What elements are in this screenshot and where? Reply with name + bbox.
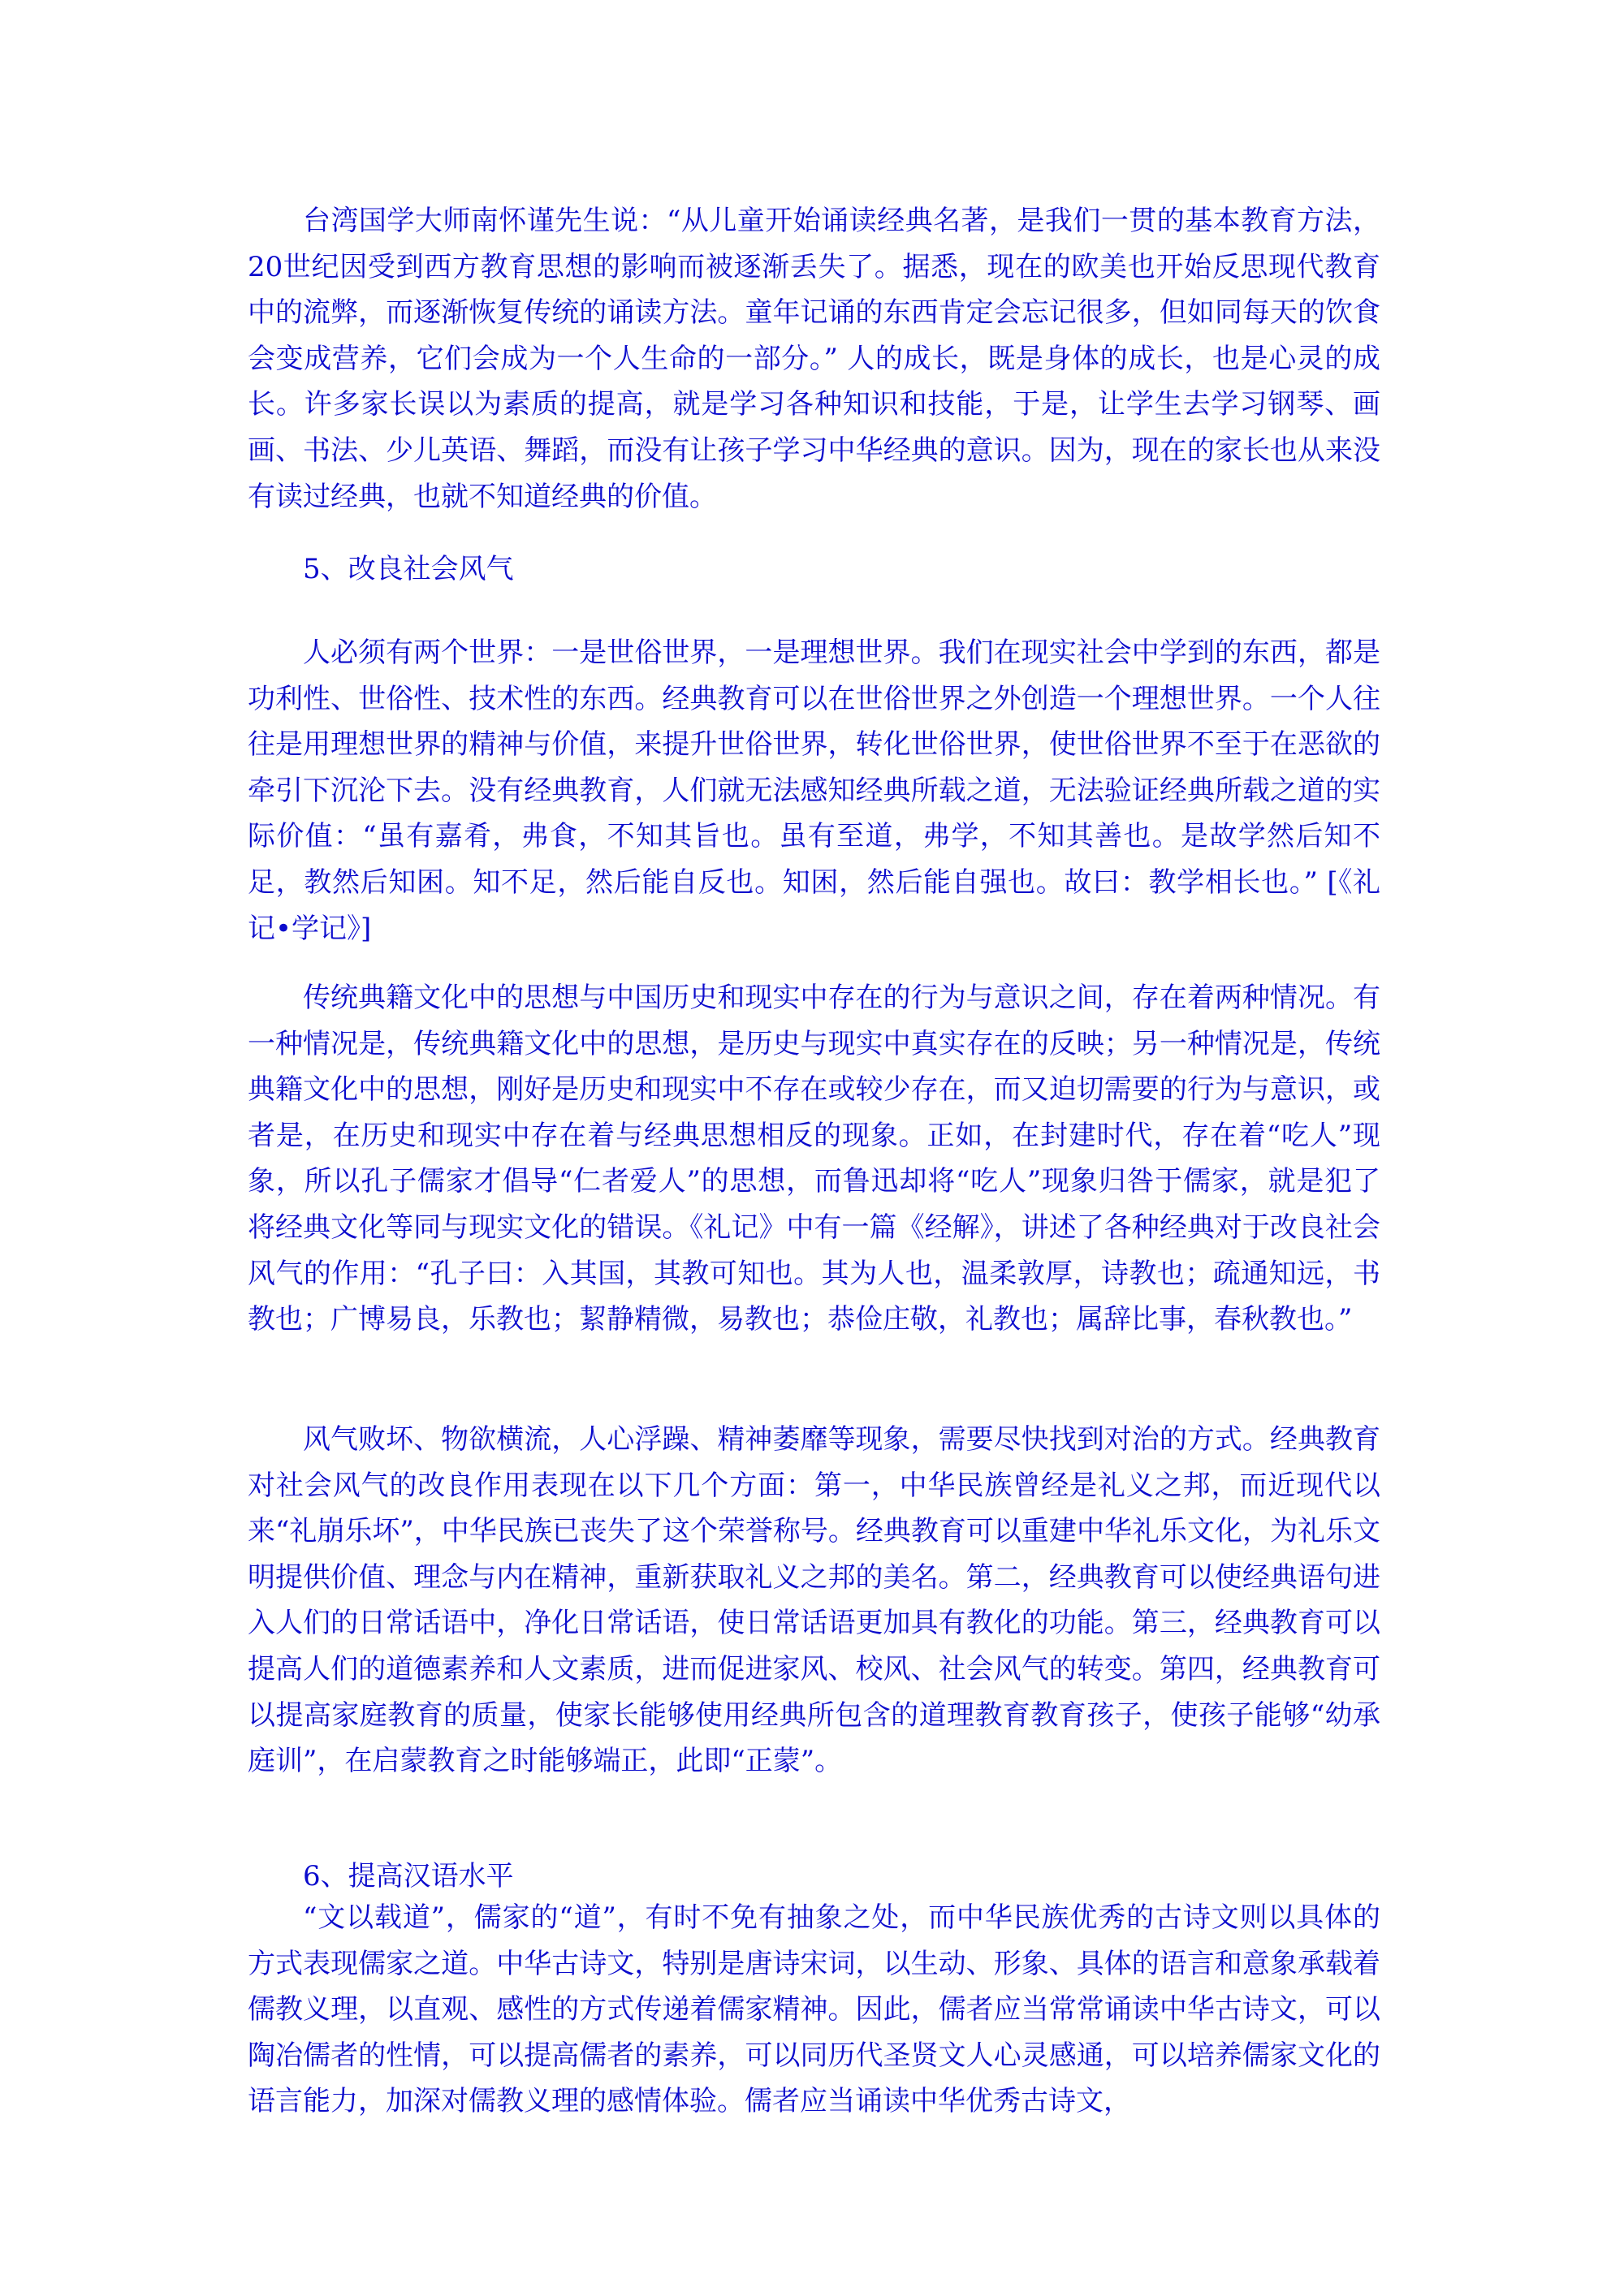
paragraph-two-worlds: 人必须有两个世界：一是世俗世界，一是理想世界。我们在现实社会中学到的东西，都是功利性、世俗性、技术性的东西。经典教育可以在世俗世界之外创造一个理想世界。一个人往往是用理想世界的精神与价值，来提升世俗世界，转化世俗世界，使世俗世界不至于在恶欲的牵引下沉沦下去。没有经典教育，人们就无法感知经典所载之道，无法验证经典所载之道的实际价值：“虽有嘉肴，弗食，不知其旨也。虽有至道，弗学，不知其善也。是故学然后知不足，教然后知困。知不足，然后能自反也。知困，然后能自强也。故曰：教学相长也。” [《礼记•学记》] — [248, 637, 1380, 945]
section-heading-6: 6、提高汉语水平 — [303, 1860, 514, 1892]
paragraph-social-customs: 风气败坏、物欲横流，人心浮躁、精神萎靡等现象，需要尽快找到对治的方式。经典教育对社会风气的改良作用表现在以下几个方面：第一，中华民族曾经是礼义之邦，而近现代以来“礼崩乐坏”，中华民族已丧失了这个荣誉称号。经典教育可以重建中华礼乐文化，为礼乐文明提供价值、理念与内在精神，重新获取礼义之邦的美名。第二，经典教育可以使经典语句进入人们的日常话语中，净化日常话语，使日常话语更加具有教化的功能。第三，经典教育可以提高人们的道德素养和人文素质，进而促进家风、校风、社会风气的转变。第四，经典教育可以提高家庭教育的质量，使家长能够使用经典所包含的道理教育教育孩子，使孩子能够“幼承庭训”，在启蒙教育之时能够端正，此即“正蒙”。 — [248, 1423, 1380, 1778]
paragraph-classical-poetry: “文以载道”，儒家的“道”，有时不免有抽象之处，而中华民族优秀的古诗文则以具体的方式表现儒家之道。中华古诗文，特别是唐诗宋词，以生动、形象、具体的语言和意象承载着儒教义理，以直观、感性的方式传递着儒家精神。因此，儒者应当常常诵读中华古诗文，可以陶冶儒者的性情，可以提高儒者的素养，可以同历代圣贤文人心灵感通，可以培养儒家文化的语言能力，加深对儒教义理的感情体验。儒者应当诵读中华优秀古诗文， — [248, 1901, 1380, 2118]
paragraph-childhood-reading: 台湾国学大师南怀谨先生说：“从儿童开始诵读经典名著，是我们一贯的基本教育方法，20世纪因受到西方教育思想的影响而被逐渐丢失了。据悉，现在的欧美也开始反思现代教育中的流弊，而逐渐恢复传统的诵读方法。童年记诵的东西肯定会忘记很多，但如同每天的饮食会变成营养，它们会成为一个人生命的一部分。” 人的成长，既是身体的成长，也是心灵的成长。许多家长误以为素质的提高，就是学习各种知识和技能，于是，让学生去学习钢琴、画画、书法、少儿英语、舞蹈，而没有让孩子学习中华经典的意识。因为，现在的家长也从来没有读过经典，也就不知道经典的价值。 — [248, 205, 1380, 513]
paragraph-classic-thought: 传统典籍文化中的思想与中国历史和现实中存在的行为与意识之间，存在着两种情况。有一种情况是，传统典籍文化中的思想，是历史与现实中真实存在的反映；另一种情况是，传统典籍文化中的思想，刚好是历史和现实中不存在或较少存在，而又迫切需要的行为与意识，或者是，在历史和现实中存在着与经典思想相反的现象。正如，在封建时代，存在着“吃人”现象，所以孔子儒家才倡导“仁者爱人”的思想，而鲁迅却将“吃人”现象归咎于儒家，就是犯了将经典文化等同与现实文化的错误。《礼记》中有一篇《经解》，讲述了各种经典对于改良社会风气的作用：“孔子曰：入其国，其教可知也。其为人也，温柔敦厚，诗教也；疏通知远，书教也；广博易良，乐教也；絜静精微，易教也；恭俭庄敬，礼教也；属辞比事，春秋教也。” — [248, 982, 1380, 1336]
section-heading-5: 5、改良社会风气 — [303, 553, 514, 585]
